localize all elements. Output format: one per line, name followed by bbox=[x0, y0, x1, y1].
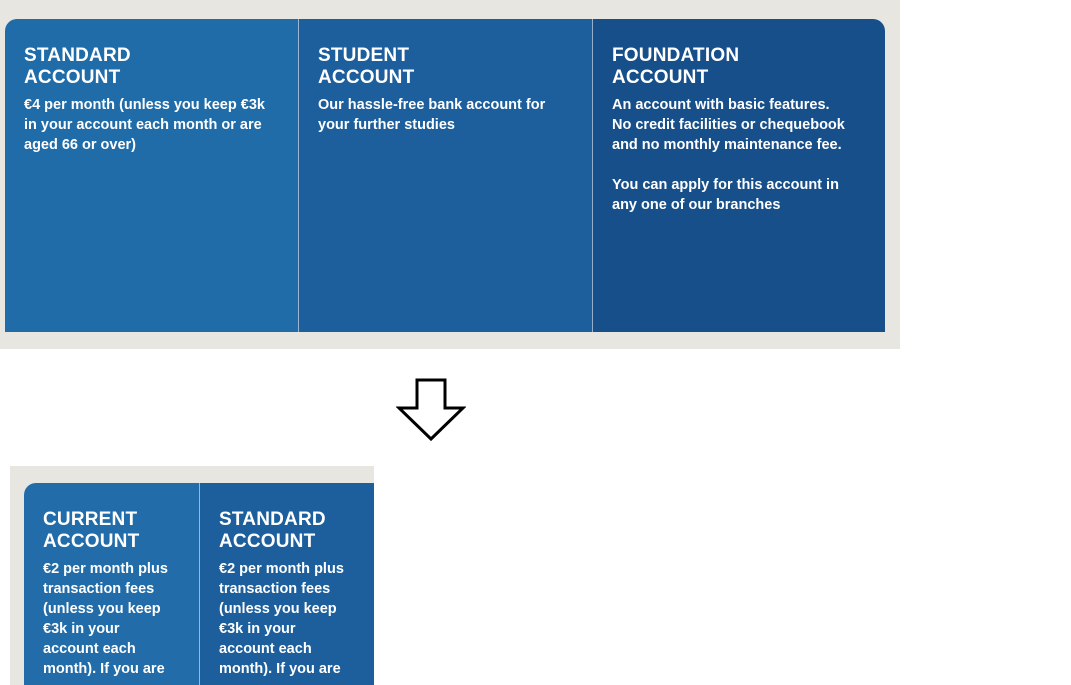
bottom-account-cards bbox=[24, 483, 374, 685]
bottom-panel bbox=[10, 466, 374, 685]
top-account-cards bbox=[5, 19, 885, 332]
card-description: Our hassle-free bank account for your further studies bbox=[318, 97, 546, 133]
card-current-account[interactable] bbox=[24, 483, 199, 685]
down-arrow-outline-icon bbox=[396, 378, 466, 442]
card-student-account[interactable] bbox=[298, 19, 592, 332]
card-title: STANDARD ACCOUNT bbox=[24, 45, 131, 88]
card-foundation-account[interactable] bbox=[592, 19, 885, 332]
card-title: STANDARD ACCOUNT bbox=[219, 509, 326, 552]
card-title: CURRENT ACCOUNT bbox=[43, 509, 140, 552]
card-description-extra: You can apply for this account in any one of our branches bbox=[612, 177, 839, 213]
card-title: STUDENT ACCOUNT bbox=[318, 45, 415, 88]
card-description: An account with basic features. No credit facilities or chequebook and no monthly maintenance fee. bbox=[612, 97, 845, 153]
card-description: €4 per month (unless you keep €3k in your account each month or are aged 66 or over) bbox=[24, 97, 265, 153]
card-description: €2 per month plus transaction fees (unless you keep €3k in your account each month). If you are bbox=[43, 561, 168, 677]
card-description: €2 per month plus transaction fees (unless you keep €3k in your account each month). If you are bbox=[219, 561, 344, 677]
top-panel bbox=[0, 0, 900, 349]
card-title: FOUNDATION ACCOUNT bbox=[612, 45, 740, 88]
card-standard-account[interactable] bbox=[5, 19, 298, 332]
card-standard-account[interactable] bbox=[199, 483, 374, 685]
